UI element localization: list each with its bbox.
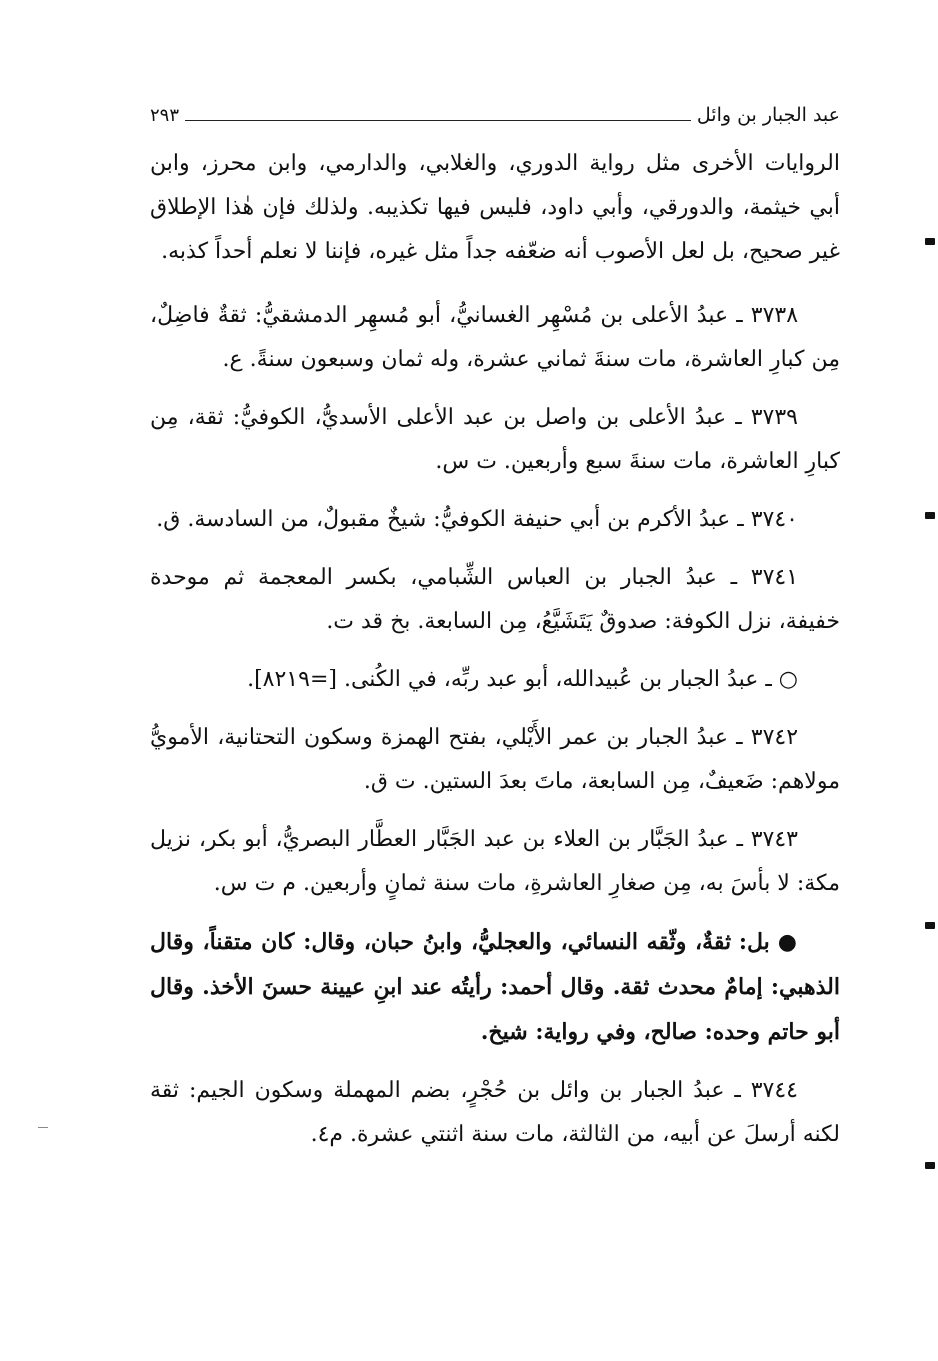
- cross-reference-circle-icon: ○: [778, 667, 798, 692]
- entry-text: عبدُ الجبار بن عُبيدالله، أبو عبد ربِّه، في الكُنى. [=٨٢١٩].: [247, 667, 759, 692]
- entry-number: ٣٧٣٩: [750, 405, 798, 430]
- entry-text: بل: ثقةٌ، وثّقه النسائي، والعجليُّ، وابنُ حبان، وقال: كان متقناً، وقال الذهبي: إمامٌ محدث ثقة. وقال أحمد: رأيتُه عند ابنِ عيينة حسنَ الأخذ. وقال أبو حاتم وحده: صالح، وفي رواية: شيخ.: [150, 929, 840, 1045]
- entry-text: عبدُ الأعلى بن مُسْهِر الغسانيُّ، أبو مُسهِر الدمشقيُّ: ثقةٌ فاضِلٌ، مِن كبارِ العاشرة، مات سنةَ ثماني عشرة، وله ثمان وسبعون سنةً. ع.: [150, 303, 840, 372]
- entry-3738: ٣٧٣٨ ـ عبدُ الأعلى بن مُسْهِر الغسانيُّ، أبو مُسهِر الدمشقيُّ: ثقةٌ فاضِلٌ، مِن كبارِ العاشرة، مات سنةَ ثماني عشرة، وله ثمان وسبعون سنةً. ع.: [150, 303, 840, 372]
- entry-text: عبدُ الجَبَّار بن العلاء بن عبد الجَبَّار العطَّار البصريُّ، أبو بكر، نزيل مكة: لا بأسَ به، مِن صغارِ العاشرةِ، مات سنة ثمانٍ وأربعين. م ت س.: [150, 827, 840, 896]
- margin-mark: [925, 1162, 935, 1169]
- margin-mark: [925, 922, 935, 929]
- entry-number: ٣٧٤٢: [750, 725, 799, 750]
- entry-number: ٣٧٣٨: [750, 303, 799, 328]
- entry-3740: ٣٧٤٠ ـ عبدُ الأكرم بن أبي حنيفة الكوفيُّ: شيخٌ مقبولٌ، من السادسة. ق.: [156, 507, 798, 532]
- page-number: ٢٩٣: [150, 104, 180, 126]
- entry-3744: ٣٧٤٤ ـ عبدُ الجبار بن وائل بن حُجْرٍ، بضم المهملة وسكون الجيم: ثقة لكنه أرسلَ عن أبيه، من الثالثة، مات سنة اثنتي عشرة. م٤.: [150, 1078, 840, 1147]
- entry-3739: ٣٧٣٩ ـ عبدُ الأعلى بن واصل بن عبد الأعلى الأسديُّ، الكوفيُّ: ثقة، مِن كبارِ العاشرة، مات سنةَ سبع وأربعين. ت س.: [150, 405, 840, 474]
- entry-text: عبدُ الجبار بن العباس الشِّبامي، بكسر المعجمة ثم موحدة خفيفة، نزل الكوفة: صدوقٌ يَتَشَيَّعُ، مِن السابعة. بخ قد ت.: [150, 565, 840, 634]
- entry-number: ٣٧٤٠: [750, 507, 798, 532]
- entry-3742: ٣٧٤٢ ـ عبدُ الجبار بن عمر الأَيْلي، بفتح الهمزة وسكون التحتانية، الأمويُّ مولاهم: ضَعيفٌ، مِن السابعة، ماتَ بعدَ الستين. ت ق.: [150, 725, 840, 794]
- entry-number: ٣٧٤١: [750, 565, 799, 590]
- entry-text: عبدُ الجبار بن وائل بن حُجْرٍ، بضم المهملة وسكون الجيم: ثقة لكنه أرسلَ عن أبيه، من الثالثة، مات سنة اثنتي عشرة. م٤.: [150, 1078, 840, 1147]
- running-header: [150, 100, 840, 130]
- editor-note-bullet-icon: ●: [777, 930, 799, 955]
- entry-text: عبدُ الأعلى بن واصل بن عبد الأعلى الأسديُّ، الكوفيُّ: ثقة، مِن كبارِ العاشرة، مات سنةَ سبع وأربعين. ت س.: [150, 405, 840, 474]
- scan-tick-mark: [38, 1127, 48, 1128]
- entry-3741: ٣٧٤١ ـ عبدُ الجبار بن العباس الشِّبامي، بكسر المعجمة ثم موحدة خفيفة، نزل الكوفة: صدوقٌ يَتَشَيَّعُ، مِن السابعة. بخ قد ت.: [150, 565, 840, 634]
- editor-note-3743: [150, 920, 840, 1055]
- continuation-paragraph: [150, 142, 840, 274]
- entry-number: ٣٧٤٤: [750, 1078, 798, 1103]
- entry-number: ٣٧٤٣: [750, 827, 798, 852]
- entry-3743: ٣٧٤٣ ـ عبدُ الجَبَّار بن العلاء بن عبد الجَبَّار العطَّار البصريُّ، أبو بكر، نزيل مكة: لا بأسَ به، مِن صغارِ العاشرةِ، مات سنة ثمانٍ وأربعين. م ت س.: [150, 827, 840, 896]
- page-body: [150, 142, 840, 1171]
- margin-mark: [925, 512, 935, 519]
- running-title: عبد الجبار بن وائل: [696, 104, 840, 126]
- entry-text: عبدُ الجبار بن عمر الأَيْلي، بفتح الهمزة وسكون التحتانية، الأمويُّ مولاهم: ضَعيفٌ، مِن السابعة، ماتَ بعدَ الستين. ت ق.: [150, 725, 840, 794]
- entry-cross-reference: ○ ـ عبدُ الجبار بن عُبيدالله، أبو عبد ربِّه، في الكُنى. [=٨٢١٩].: [247, 667, 798, 692]
- entry-text: الروايات الأخرى مثل رواية الدوري، والغلابي، والدارمي، وابن محرز، وابن أبي خيثمة، والدورقي، وأبي داود، فليس فيها تكذيبه. ولذلك فإن هٰذا الإطلاق غير صحيح، بل لعل الأصوب أنه ضعّفه جداً مثل غيره، فإننا لا نعلم أحداً كذبه.: [150, 151, 840, 264]
- header-rule: [185, 120, 691, 121]
- entry-text: عبدُ الأكرم بن أبي حنيفة الكوفيُّ: شيخٌ مقبولٌ، من السادسة. ق.: [156, 507, 731, 532]
- margin-mark: [925, 238, 935, 245]
